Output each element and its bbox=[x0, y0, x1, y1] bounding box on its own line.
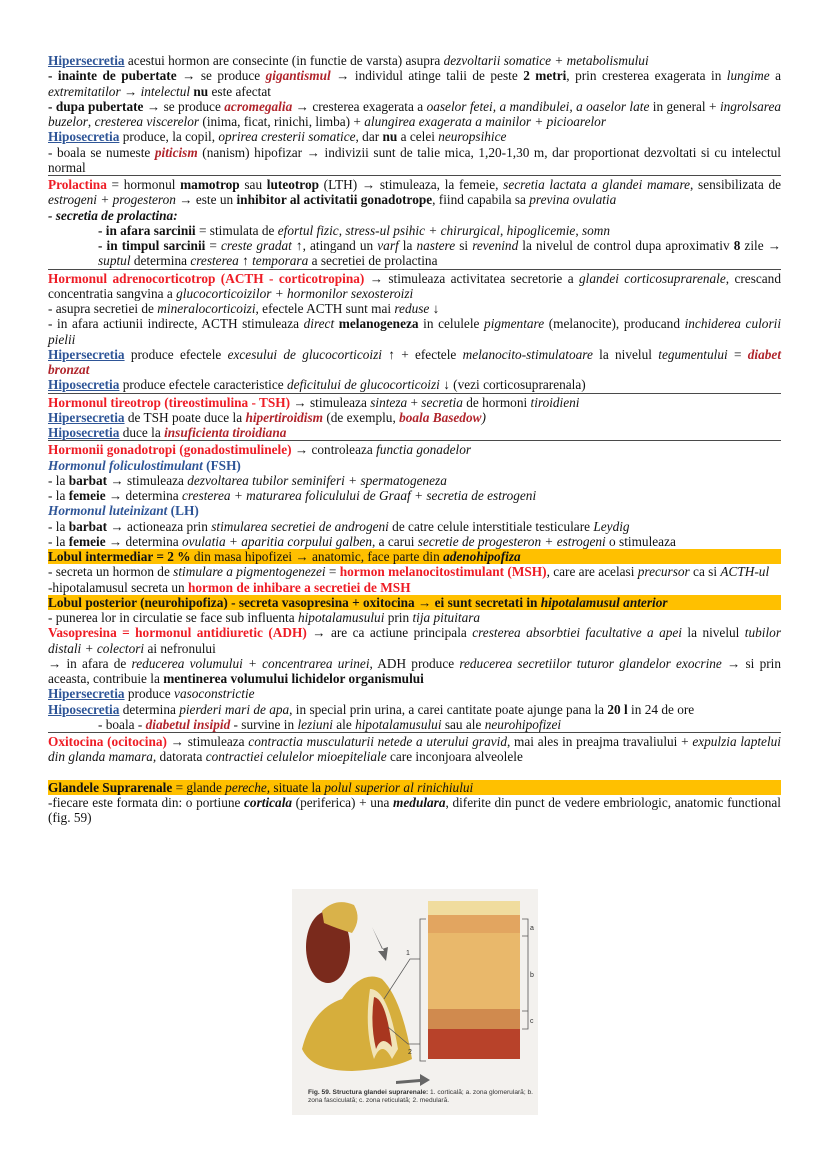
text-run: leziuni bbox=[297, 716, 333, 732]
text-run: tegumentului bbox=[658, 346, 728, 362]
text-run: reducerea volumului + concentrarea urinei bbox=[131, 655, 370, 671]
text-run: melanogeneza bbox=[338, 316, 419, 332]
text-run: (de exemplu, bbox=[323, 409, 400, 425]
text-run: produce efectele bbox=[124, 346, 228, 362]
hormone-heading: Prolactina bbox=[48, 177, 107, 192]
text-run: neuropsihice bbox=[438, 129, 507, 145]
text-run: mamotrop bbox=[180, 177, 240, 192]
text-run: varf bbox=[377, 238, 399, 253]
text-run: direct bbox=[303, 316, 335, 332]
text-run: - la bbox=[48, 518, 69, 534]
text-run: stress-ul psihic + chirurgical bbox=[345, 222, 500, 238]
disease-term: diabetul insipid bbox=[145, 716, 231, 732]
text-run: reduse bbox=[394, 301, 430, 316]
paragraph bbox=[48, 393, 781, 410]
paragraph bbox=[48, 53, 781, 68]
text-run: , prin cresterea exagerata in bbox=[566, 68, 727, 84]
text-run: precursor bbox=[637, 564, 690, 580]
caption-title: Fig. 59. Structura glandei suprarenale: bbox=[308, 1089, 429, 1096]
text-run: este afectat bbox=[208, 83, 271, 99]
text-run: hipoglicemie bbox=[506, 222, 576, 238]
text-run: lungime bbox=[726, 68, 770, 84]
text-run: secretia bbox=[421, 394, 463, 410]
section-link[interactable]: Hipersecretia bbox=[48, 409, 125, 425]
text-run: , a carui bbox=[371, 533, 418, 549]
hormone-heading: hormon melanocitostimulant (MSH) bbox=[339, 564, 547, 580]
text-run: - in afara actiunii indirecte, ACTH stimuleaza bbox=[48, 316, 304, 332]
text-run: , bbox=[499, 222, 507, 238]
text-run: hipotalamusului bbox=[355, 716, 442, 732]
text-run: - survine in bbox=[230, 716, 298, 732]
text-run: polul superior al rinichiului bbox=[324, 779, 474, 795]
text-run: oprirea cresterii somatice bbox=[218, 129, 356, 145]
text-run: (inima, ficat, rinichi, limba) + bbox=[199, 114, 365, 129]
text-run: ↑ + efectele bbox=[381, 346, 463, 362]
text-run: ↓ bbox=[429, 301, 440, 316]
text-run: ingrolsarea buzelor bbox=[48, 98, 782, 129]
text-run: zile → bbox=[740, 238, 782, 253]
text-run: - inainte de pubertate bbox=[48, 68, 177, 84]
text-run: (LH) bbox=[167, 503, 199, 519]
paragraph bbox=[48, 717, 781, 732]
text-run: la nivelul bbox=[592, 346, 659, 362]
highlighted-section-heading bbox=[48, 780, 781, 795]
text-run: corticala bbox=[244, 795, 293, 810]
text-run: cresterea absorbtiei facultative a apei bbox=[472, 625, 682, 641]
text-run: nastere bbox=[416, 238, 456, 253]
text-run: tiroidieni bbox=[530, 394, 580, 410]
paragraph bbox=[48, 238, 781, 269]
paragraph bbox=[48, 316, 781, 347]
text-run: → individul atinge talii de peste bbox=[330, 68, 524, 84]
text-run: cresterea + maturarea foliculului de Graaf + secretia de estrogeni bbox=[182, 488, 537, 503]
zona-reticulata bbox=[428, 1009, 520, 1029]
text-run: datorata bbox=[156, 749, 206, 765]
text-run: suptul bbox=[98, 253, 131, 269]
text-run: - boala - bbox=[98, 716, 146, 732]
text-run: → determina bbox=[105, 488, 183, 503]
text-run: pereche, bbox=[225, 779, 271, 795]
text-run: ACTH-ul bbox=[720, 564, 770, 580]
paragraph bbox=[48, 347, 781, 378]
text-run: nu bbox=[193, 83, 209, 99]
label-1: 1 bbox=[406, 950, 410, 957]
text-run: → stimuleaza activitatea secretorie a bbox=[364, 270, 580, 286]
text-run: la nivelul de control dupa aproximativ bbox=[518, 238, 734, 253]
caption-text: 1. corticală; a. zona glomerulară; b. zona fasciculată; c. zona reticulată; 2. medulară. bbox=[308, 1089, 534, 1104]
text-run: = bbox=[205, 238, 222, 253]
adrenal-gland-figure bbox=[292, 889, 538, 1115]
disease-term: diabet bronzat bbox=[48, 346, 782, 377]
document-body bbox=[48, 53, 781, 826]
hormone-heading: Oxitocina (ocitocina) bbox=[48, 734, 167, 749]
text-run: in 24 de ore bbox=[627, 701, 695, 717]
text-run: (nanism) hipofizar → indivizii sunt de talie mica, 1,20-1,30 m, dar proportionat dezvoltati si cu intelectul normal bbox=[48, 144, 781, 175]
text-run: produce, la copil, bbox=[119, 129, 219, 145]
paragraph bbox=[48, 425, 781, 440]
paragraph bbox=[48, 68, 781, 99]
text-run: 8 bbox=[733, 238, 741, 253]
text-run: , dar bbox=[355, 129, 383, 145]
blank-line bbox=[48, 765, 781, 780]
text-run: → si prin aceasta, contribuie la bbox=[48, 655, 781, 686]
text-run: - in afara sarcinii bbox=[98, 222, 196, 238]
text-run: 2 metri bbox=[523, 68, 567, 84]
text-run: → cresterea exagerata a bbox=[292, 98, 427, 114]
text-run: a secretiei de prolactina bbox=[308, 253, 438, 269]
paragraph bbox=[48, 610, 781, 625]
text-run: - la bbox=[48, 472, 69, 488]
paragraph bbox=[48, 440, 781, 457]
text-run: -fiecare este formata din: o portiune bbox=[48, 795, 245, 810]
section-link[interactable]: Hipersecretia bbox=[48, 686, 125, 702]
text-run: mentinerea volumului lichidelor organismului bbox=[163, 671, 424, 686]
highlighted-section-heading bbox=[48, 549, 781, 564]
text-run: care inconjoara alveolele bbox=[386, 749, 523, 765]
text-run: = bbox=[325, 564, 340, 580]
text-run: ovulatia + aparitia corpului galben bbox=[182, 533, 372, 549]
text-run: glandei corticosuprarenale bbox=[579, 270, 726, 286]
text-run: melanocito-stimulatoare bbox=[462, 346, 593, 362]
text-run: ai nefronului bbox=[144, 640, 216, 656]
text-run: oaselor fetei, a mandibulei, a oaselor late bbox=[426, 98, 650, 114]
text-run: hipotalamusului bbox=[297, 610, 385, 625]
gland-cortex-shape bbox=[302, 977, 412, 1072]
text-run: Hormonul foliculostimulant bbox=[48, 457, 203, 473]
text-run: contractia musculaturii netede a uterului gravid bbox=[248, 734, 507, 749]
text-run: , care are acelasi bbox=[546, 564, 638, 580]
text-run: , fiind capabila sa bbox=[432, 192, 530, 208]
text-run: → determina bbox=[105, 533, 183, 549]
paragraph bbox=[48, 702, 781, 717]
text-run: cresterea viscerelor bbox=[94, 114, 200, 129]
text-run: , bbox=[338, 222, 346, 238]
text-run: dezvoltarea tubilor seminiferi + spermatogeneza bbox=[187, 472, 447, 488]
section-link[interactable]: Hipersecretia bbox=[48, 346, 125, 362]
text-run: tija pituitara bbox=[412, 610, 481, 625]
arrow-right-icon bbox=[396, 1074, 430, 1086]
text-run: Glandele Suprarenale bbox=[48, 779, 173, 795]
text-run: = bbox=[727, 346, 748, 362]
text-run: a bbox=[769, 68, 781, 84]
text-run: mineralocorticoizi bbox=[157, 301, 256, 316]
text-run: femeie bbox=[68, 488, 106, 503]
hormone-heading: hormon de inhibare a secretiei de MSH bbox=[187, 579, 411, 595]
text-run: → are ca actiune principala bbox=[306, 625, 473, 641]
text-run: Leydig bbox=[593, 518, 630, 534]
text-run: secretie de progesteron + estrogeni bbox=[417, 533, 606, 549]
text-run: - la bbox=[48, 533, 69, 549]
text-run: duce la bbox=[119, 425, 165, 440]
text-run: , diferite din punct de vedere embriologic, anatomic functional (fig. 59) bbox=[48, 795, 781, 826]
paragraph bbox=[48, 534, 781, 549]
hormone-heading: Hormonul tireotrop (tireostimulina - TSH) bbox=[48, 394, 291, 410]
paragraph bbox=[48, 625, 781, 656]
paragraph bbox=[48, 129, 781, 144]
text-run: cresterea ↑ temporara bbox=[190, 253, 309, 269]
paragraph bbox=[48, 503, 781, 518]
text-run: hipotalamusul anterior bbox=[540, 594, 668, 610]
text-run: dezvoltarii somatice + metabolismului bbox=[443, 53, 649, 68]
text-run: de hormoni bbox=[462, 394, 531, 410]
arrow-down-icon bbox=[372, 927, 388, 961]
highlighted-section-heading bbox=[48, 595, 781, 610]
paragraph bbox=[48, 145, 781, 176]
paragraph bbox=[48, 458, 781, 473]
text-run: (periferica) + una bbox=[292, 795, 394, 810]
text-run: , bbox=[575, 222, 582, 238]
text-run: femeie bbox=[68, 533, 106, 549]
text-run: ale bbox=[332, 716, 356, 732]
text-run: , ADH produce bbox=[369, 655, 460, 671]
text-run: tubilor distali + colectori bbox=[48, 625, 781, 656]
paragraph bbox=[48, 686, 781, 701]
text-run: acestui hormon are consecinte (in functie de varsta) asupra bbox=[124, 53, 444, 68]
text-run: deficitului de glucocorticoizi bbox=[286, 377, 440, 393]
text-run: de TSH poate duce la bbox=[124, 409, 246, 425]
text-run: Hormonul luteinizant bbox=[48, 503, 168, 519]
text-run: la nivelul bbox=[682, 625, 745, 641]
text-run: de catre celule interstitiale testiculare bbox=[388, 518, 594, 534]
text-run: vasoconstrictie bbox=[174, 686, 255, 702]
text-run: luteotrop bbox=[266, 177, 319, 192]
text-run: determina bbox=[130, 253, 191, 269]
text-run: (LTH) → stimuleaza, la femeie, bbox=[319, 177, 504, 192]
text-run: glucocorticoizilor + hormonilor sexosteroizi bbox=[176, 285, 414, 301]
label-2: 2 bbox=[408, 1049, 412, 1056]
capsule-layer bbox=[428, 901, 520, 915]
section-link[interactable]: Hiposecretia bbox=[48, 425, 120, 440]
text-run: ↓ (vezi corticosuprarenala) bbox=[439, 377, 586, 393]
text-run: pigmentare bbox=[484, 316, 545, 332]
text-run: estrogeni + progesteron bbox=[48, 192, 176, 208]
text-run: contractiei celulelor mioepiteliale bbox=[205, 749, 387, 765]
text-run: → in afara de bbox=[48, 655, 132, 671]
disease-term: acromegalia bbox=[224, 98, 293, 114]
text-run: + bbox=[407, 394, 422, 410]
text-run: , efectele ACTH sunt mai bbox=[255, 301, 395, 316]
medulla-layer bbox=[428, 1029, 520, 1059]
paragraph bbox=[48, 269, 781, 302]
text-run: (melanocite), producand bbox=[544, 316, 685, 332]
paragraph bbox=[48, 377, 781, 392]
hormone-heading: Hormonul adrenocorticotrop (ACTH - corticotropina) bbox=[48, 270, 365, 286]
text-run: situate la bbox=[270, 779, 325, 795]
label-b: b bbox=[530, 972, 534, 979]
text-run: prin bbox=[384, 610, 413, 625]
text-run: in general + bbox=[649, 98, 720, 114]
paragraph bbox=[48, 656, 781, 687]
text-run: creste gradat bbox=[221, 238, 292, 253]
text-run: -hipotalamusul secreta un bbox=[48, 579, 188, 595]
text-run: , bbox=[87, 114, 95, 129]
text-run: - asupra secretiei de bbox=[48, 301, 158, 316]
label-a: a bbox=[530, 925, 534, 932]
text-run: la bbox=[398, 238, 417, 253]
section-link[interactable]: Hiposecretia bbox=[48, 377, 120, 393]
paragraph bbox=[48, 564, 781, 579]
text-run: → stimuleaza bbox=[166, 734, 249, 749]
paragraph bbox=[48, 175, 781, 208]
text-run: excesului de glucocorticoizi bbox=[227, 346, 382, 362]
text-run: 20 l bbox=[607, 701, 628, 717]
text-run: inchiderea culorii pielii bbox=[48, 316, 782, 347]
paragraph bbox=[48, 519, 781, 534]
text-run: ↑, atingand un bbox=[291, 238, 378, 253]
disease-term: boala Basedow bbox=[399, 409, 482, 425]
paragraph bbox=[48, 410, 781, 425]
text-run: ca si bbox=[689, 564, 721, 580]
text-run: Lobul intermediar = 2 % bbox=[48, 549, 191, 564]
text-run: expulzia laptelui din glanda mamara, bbox=[48, 734, 781, 765]
text-run: → stimuleaza bbox=[107, 472, 188, 488]
text-run: = hormonul bbox=[106, 177, 181, 192]
text-run: ) bbox=[481, 409, 486, 425]
text-run: - secreta un hormon de bbox=[48, 564, 174, 580]
text-run: , crescand concentratia sangvina a bbox=[48, 270, 781, 301]
text-run: adenohipofiza bbox=[443, 549, 521, 564]
paragraph bbox=[48, 223, 781, 238]
text-run: stimulare a pigmentogenezei bbox=[173, 564, 326, 580]
text-run: → controleaza bbox=[291, 442, 377, 458]
zona-fasciculata bbox=[428, 933, 520, 1009]
text-run: efortul fizic bbox=[277, 222, 339, 238]
text-run: - boala se numeste bbox=[48, 144, 155, 160]
text-run: , in special prin urina, a carei cantitate poate ajunge pana la bbox=[289, 701, 608, 717]
text-run: o stimuleaza bbox=[605, 533, 676, 549]
text-run: stimularea secretiei de androgeni bbox=[211, 518, 389, 534]
text-run: din masa hipofizei → anatomic, face parte din bbox=[190, 549, 444, 564]
text-run: inhibitor al activitatii gonadotrope bbox=[236, 192, 433, 208]
text-run: - secretia de prolactina: bbox=[48, 207, 178, 223]
paragraph bbox=[48, 795, 781, 826]
disease-term: gigantismul bbox=[265, 68, 331, 84]
text-run: → este un bbox=[175, 192, 237, 208]
text-run: a celei bbox=[397, 129, 439, 145]
hormone-heading: Hormonii gonadotropi (gonadostimulinele) bbox=[48, 442, 292, 458]
label-c: c bbox=[530, 1018, 534, 1025]
text-run: medulara bbox=[393, 795, 446, 810]
text-run: sinteza bbox=[370, 394, 408, 410]
text-run: Lobul posterior (neurohipofiza) - secreta vasopresina + oxitocina → ei sunt secretati in bbox=[48, 594, 541, 610]
text-run: = stimulata de bbox=[195, 222, 278, 238]
disease-term: hipertiroidism bbox=[245, 409, 324, 425]
paragraph bbox=[48, 732, 781, 765]
text-run: - dupa pubertate bbox=[48, 98, 144, 114]
text-run: barbat bbox=[68, 472, 108, 488]
section-link[interactable]: Hiposecretia bbox=[48, 701, 120, 717]
text-run: determina bbox=[119, 701, 180, 717]
figure-caption bbox=[308, 1089, 534, 1105]
text-run: = glande bbox=[172, 779, 226, 795]
text-run: somn bbox=[581, 222, 611, 238]
zona-glomerulosa bbox=[428, 915, 520, 933]
text-run: - punerea lor in circulatie se face sub influenta bbox=[48, 610, 298, 625]
hormone-heading: Vasopresina = hormonul antidiuretic (ADH) bbox=[48, 625, 307, 641]
paragraph bbox=[48, 580, 781, 595]
section-link[interactable]: Hipersecretia bbox=[48, 53, 125, 68]
paragraph bbox=[48, 473, 781, 488]
text-run: reducerea secretiilor tuturor glandelor exocrine bbox=[459, 655, 722, 671]
disease-term: insuficienta tiroidiana bbox=[164, 425, 287, 440]
text-run: → se produce bbox=[176, 68, 266, 84]
text-run: si bbox=[455, 238, 473, 253]
text-run: pierderi mari de apa bbox=[179, 701, 290, 717]
text-run: sau ale bbox=[441, 716, 485, 732]
text-run: produce efectele caracteristice bbox=[119, 377, 287, 393]
text-run: secretia lactata a glandei mamare bbox=[503, 177, 691, 192]
text-run: , sensibilizata de bbox=[690, 177, 782, 192]
text-run: produce bbox=[124, 686, 175, 702]
text-run: → stimuleaza bbox=[290, 394, 371, 410]
adrenal-gland-illustration bbox=[292, 889, 538, 1089]
text-run: alungirea exagerata a mainilor + picioarelor bbox=[364, 114, 606, 129]
paragraph bbox=[48, 488, 781, 503]
text-run: - la bbox=[48, 488, 69, 503]
disease-term: piticism bbox=[154, 144, 198, 160]
text-run: barbat bbox=[68, 518, 108, 534]
text-run: → actioneaza prin bbox=[107, 518, 212, 534]
text-run: functia gonadelor bbox=[376, 442, 472, 458]
paragraph bbox=[48, 208, 781, 223]
text-run: revenind bbox=[472, 238, 519, 253]
paragraph bbox=[48, 301, 781, 316]
text-run: (FSH) bbox=[202, 457, 241, 473]
text-run: previna ovulatia bbox=[529, 192, 617, 208]
text-run: → se produce bbox=[143, 98, 225, 114]
text-run: , mai ales in preajma travaliului + bbox=[506, 734, 693, 749]
text-run: neurohipofizei bbox=[484, 716, 562, 732]
text-run: - in timpul sarcinii bbox=[98, 238, 206, 253]
paragraph bbox=[48, 99, 781, 130]
text-run: nu bbox=[382, 129, 398, 145]
text-run: extremitatilor → intelectul bbox=[48, 83, 191, 99]
text-run: in celulele bbox=[418, 316, 485, 332]
text-run: sau bbox=[239, 177, 267, 192]
section-link[interactable]: Hiposecretia bbox=[48, 129, 120, 145]
